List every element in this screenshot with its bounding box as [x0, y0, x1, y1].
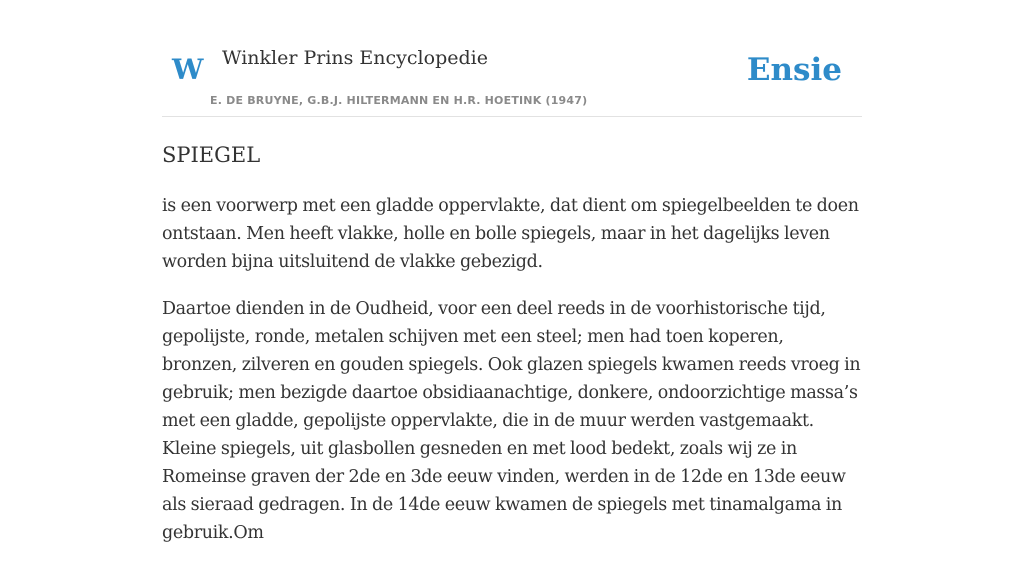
article-paragraph: Daartoe dienden in de Oudheid, voor een deel reeds in de voorhistorische tijd, gepolijste, ronde, metalen schijven met een steel; men had toen koperen, bronzen, zilveren en gouden spiegels. Ook glazen spiegels kwamen reeds vroeg in gebruik; men bezigde daartoe obsidiaanachtige, donkere, ondoorzichtige massa’s met een gladde, gepolijste oppervlakte, die in de muur werden vastgemaakt. Kleine spiegels, uit glasbollen gesneden en met lood bedekt, zoals wij ze in Romeinse graven der 2de en 3de eeuw vinden, werden in de 12de en 13de eeuw als sieraad gedragen. In de 14de eeuw kwamen de spiegels met tinamalgama in gebruik.Om [162, 299, 861, 543]
page [162, 0, 862, 543]
source-authors: E. DE BRUYNE, G.B.J. HILTERMANN EN H.R. HOETINK (1947) [210, 94, 588, 107]
source-title[interactable]: Winkler Prins Encyclopedie [222, 47, 488, 69]
source-header [162, 0, 862, 117]
winkler-prins-logo[interactable]: W [172, 53, 204, 86]
ensie-logo[interactable]: Ensie [746, 52, 842, 88]
article-paragraph: is een voorwerp met een gladde oppervlakte, dat dient om spiegelbeelden te doen ontstaan. Men heeft vlakke, holle en bolle spiegels, maar in het dagelijks leven worden bijna uitsluitend de vlakke gebezigd. [162, 196, 859, 272]
article-title: SPIEGEL [162, 143, 261, 167]
article-body [162, 192, 862, 566]
